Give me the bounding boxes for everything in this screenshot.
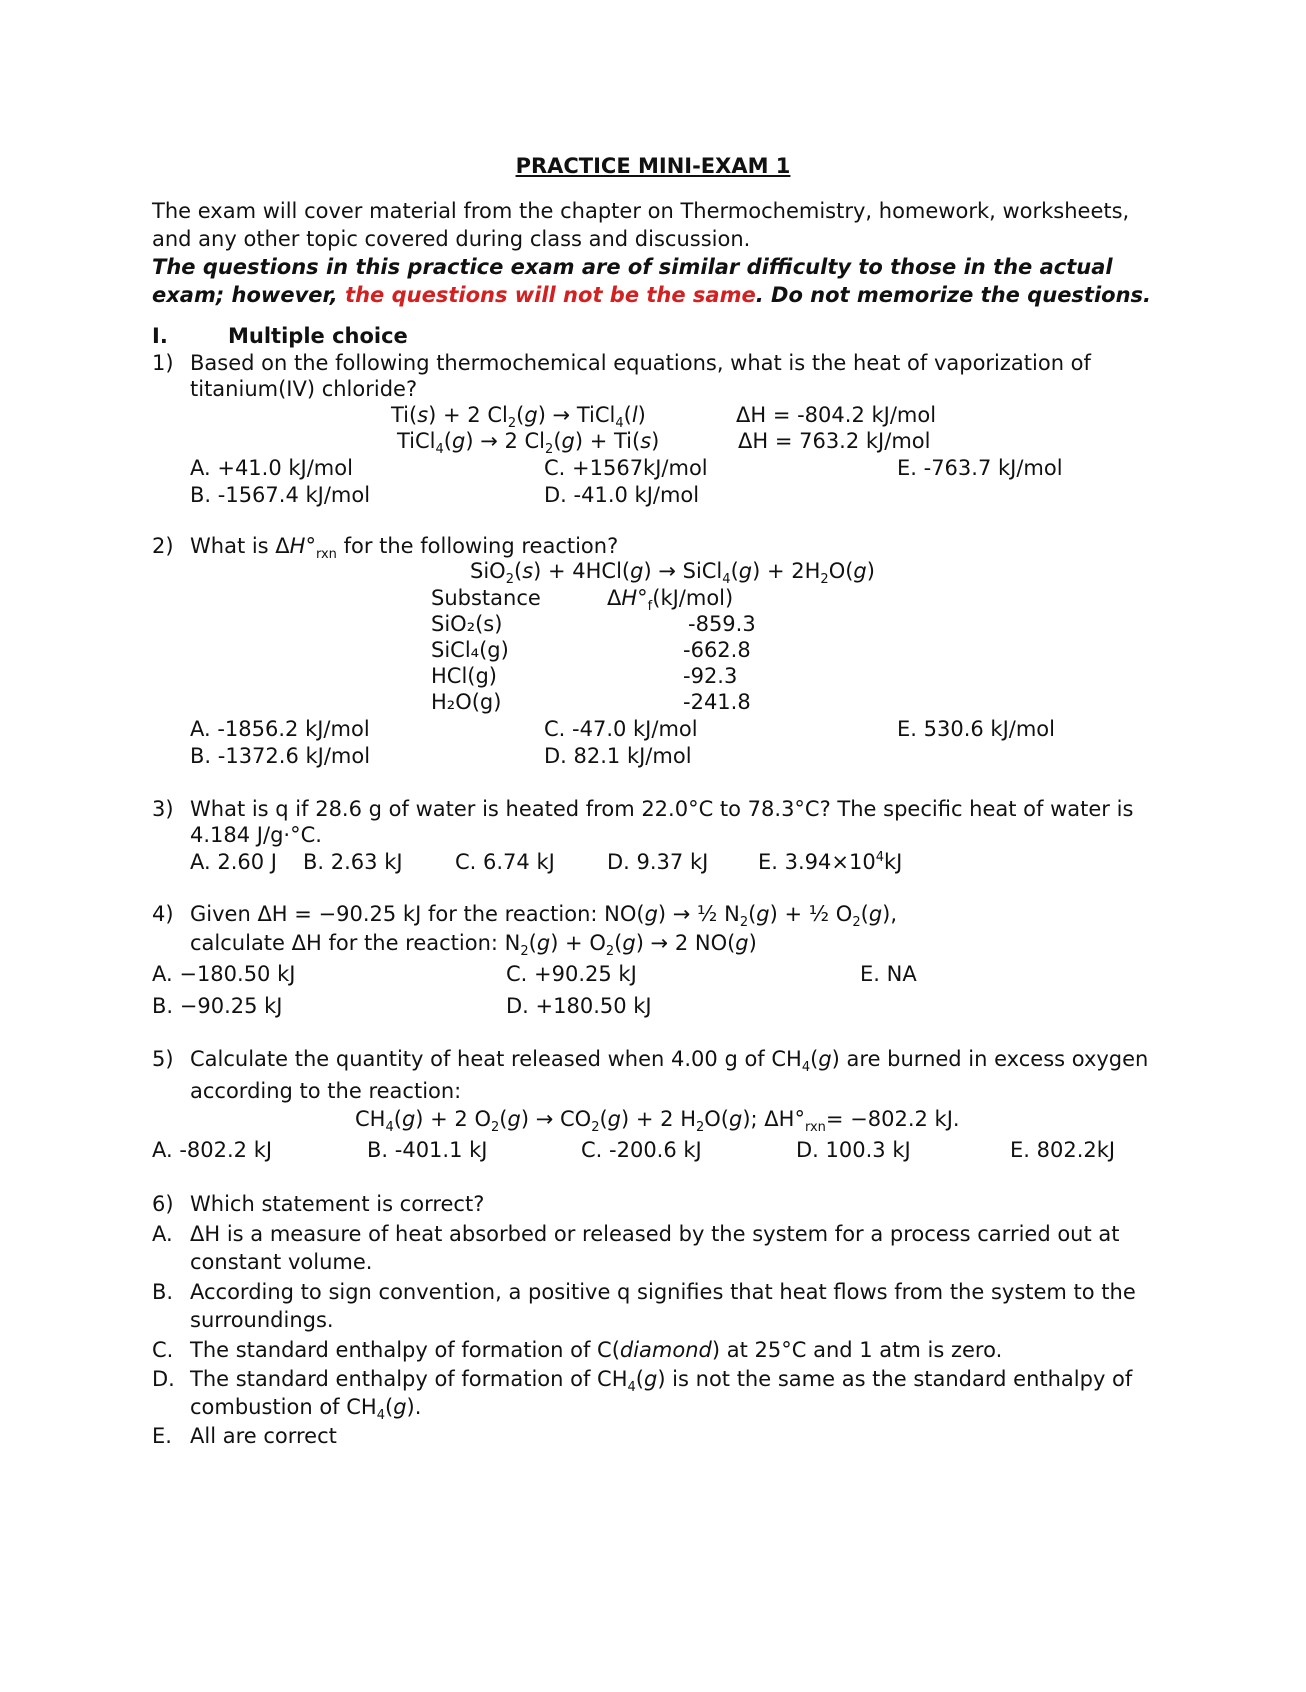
question-3-option-b[interactable]: B. 2.63 kJ (303, 850, 403, 874)
table-cell-substance: HCl(g) (431, 664, 498, 688)
question-6-option-e-letter[interactable]: E. (152, 1424, 172, 1448)
question-6-option-a-letter[interactable]: A. (152, 1222, 173, 1246)
question-5-option-d[interactable]: D. 100.3 kJ (796, 1138, 911, 1162)
question-6-option-b-letter[interactable]: B. (152, 1280, 174, 1304)
question-4-text-line-1: 4) Given ΔH = −90.25 kJ for the reaction: NO(g) → ½ $N_2(g)$ + ½ $O_2(g)$, (152, 902, 898, 931)
question-2-option-a[interactable]: A. -1856.2 kJ/mol (190, 717, 370, 741)
intro-line-2: The questions in this practice exam are of similar difficulty to those in the actual exam; however, the questions will not be the same. Do not memorize the questions. (152, 255, 1152, 307)
page-title: PRACTICE MINI-EXAM 1 (515, 154, 791, 178)
question-6-option-b-line-1[interactable]: According to sign convention, a positive q signifies that heat flows from the system to the (190, 1280, 1136, 1304)
question-6-option-c-line-1[interactable]: The standard enthalpy of formation of C(diamond) at 25°C and 1 atm is zero. (190, 1338, 1003, 1362)
question-6-option-e-line-1[interactable]: All are correct (190, 1424, 337, 1448)
question-6-option-d-letter[interactable]: D. (152, 1367, 175, 1391)
question-5-option-a[interactable]: A. -802.2 kJ (152, 1138, 273, 1162)
question-4-text-line-2: calculate ΔH for the reaction: $N_2(g) + O_2(g) \to 2$ NO(g) (190, 931, 757, 960)
question-1-option-d[interactable]: D. -41.0 kJ/mol (544, 483, 700, 507)
table-cell-substance: SiO₂(s) (431, 612, 503, 636)
question-5-option-b[interactable]: B. -401.1 kJ (367, 1138, 488, 1162)
question-3-option-c[interactable]: C. 6.74 kJ (455, 850, 555, 874)
question-2-option-e[interactable]: E. 530.6 kJ/mol (897, 717, 1055, 741)
question-3-text-line-1: 3) What is q if 28.6 g of water is heated from 22.0°C to 78.3°C? The specific heat of water is (152, 797, 1134, 821)
question-1-equation-2: TiCl$_4$(g) → 2 $Cl_2(g) + Ti(s)$ (397, 429, 660, 458)
question-3-option-e[interactable]: E. $3.94\times 10^4kJ$ (758, 850, 903, 874)
question-1-option-c[interactable]: C. +1567kJ/mol (544, 456, 708, 480)
question-6-option-b-line-2[interactable]: surroundings. (190, 1308, 334, 1332)
question-6-option-c-letter[interactable]: C. (152, 1338, 174, 1362)
question-6-option-d-line-1[interactable]: The standard enthalpy of formation of $CH_4(g)$ is not the same as the standard enthalpy of (190, 1367, 1133, 1396)
intro-line-1: The exam will cover material from the chapter on Thermochemistry, homework, worksheets, and any other topic covered during class and discussion. (152, 199, 1130, 251)
table-cell-substance: SiCl₄(g) (431, 638, 509, 662)
question-1-enthalpy-1: ΔH = -804.2 kJ/mol (736, 403, 937, 427)
intro-paragraph (152, 197, 1162, 309)
question-6-option-a-line-2[interactable]: constant volume. (190, 1250, 373, 1274)
table-cell-value: -859.3 (688, 612, 756, 636)
question-2-option-c[interactable]: C. -47.0 kJ/mol (544, 717, 698, 741)
question-5-text-line-2: according to the reaction: (190, 1079, 462, 1103)
question-3-text-line-2: 4.184 J/g·°C. (190, 823, 322, 847)
table-cell-value: -241.8 (683, 690, 751, 714)
question-5-equation: $CH_4(g) + 2$ $O_2(g) \to CO_2(g) + 2$ $H_2O(g)$; $\Delta H^\circ_{rxn}= -802.2$ kJ. (355, 1107, 960, 1136)
question-3-option-a[interactable]: A. 2.60 J (190, 850, 277, 874)
question-2-text: 2) What is $\Delta H^\circ_{rxn}$ for the following reaction? (152, 534, 619, 563)
table-header-substance: Substance (431, 586, 541, 610)
question-6-option-a-line-1[interactable]: ΔH is a measure of heat absorbed or released by the system for a process carried out at (190, 1222, 1120, 1246)
question-4-option-d[interactable]: D. +180.50 kJ (506, 994, 652, 1018)
table-header-enthalpy: $\Delta H^\circ_f(kJ/mol)$ (607, 586, 734, 615)
question-3-option-d[interactable]: D. 9.37 kJ (607, 850, 709, 874)
question-1-option-b[interactable]: B. -1567.4 kJ/mol (190, 483, 371, 507)
section-heading: Multiple choice (228, 324, 408, 348)
question-6-text: 6) Which statement is correct? (152, 1192, 485, 1216)
question-1-text-line-2: titanium(IV) chloride? (190, 377, 418, 401)
question-4-option-b[interactable]: B. −90.25 kJ (152, 994, 283, 1018)
question-1-option-e[interactable]: E. -763.7 kJ/mol (897, 456, 1063, 480)
question-2-option-b[interactable]: B. -1372.6 kJ/mol (190, 744, 371, 768)
question-2-option-d[interactable]: D. 82.1 kJ/mol (544, 744, 692, 768)
intro-highlight: the questions will not be the same (345, 283, 756, 307)
question-5-option-e[interactable]: E. 802.2kJ (1010, 1138, 1116, 1162)
table-cell-value: -92.3 (683, 664, 738, 688)
question-1-option-a[interactable]: A. +41.0 kJ/mol (190, 456, 353, 480)
question-2-equation: SiO$_2$(s) + 4HCl(g) → SiCl$_4$(g) + $2H_2O(g)$ (470, 559, 875, 588)
question-4-option-a[interactable]: A. −180.50 kJ (152, 962, 296, 986)
question-4-option-e[interactable]: E. NA (860, 962, 917, 986)
question-6-option-d-line-2[interactable]: combustion of $CH_4(g)$. (190, 1395, 422, 1424)
question-1-enthalpy-2: ΔH = 763.2 kJ/mol (738, 429, 931, 453)
question-4-option-c[interactable]: C. +90.25 kJ (506, 962, 637, 986)
question-1-equation-1: Ti(s) + 2 $Cl_2(g)$ → TiCl$_4$(l) (391, 403, 646, 432)
table-cell-substance: H₂O(g) (431, 690, 502, 714)
question-5-text-line-1: 5) Calculate the quantity of heat released when 4.00 g of $CH_4(g)$ are burned in excess oxygen (152, 1047, 1149, 1076)
table-cell-value: -662.8 (683, 638, 751, 662)
question-5-option-c[interactable]: C. -200.6 kJ (581, 1138, 702, 1162)
question-1-text-line-1: 1) Based on the following thermochemical equations, what is the heat of vaporization of (152, 351, 1091, 375)
section-number: I. (152, 324, 168, 348)
